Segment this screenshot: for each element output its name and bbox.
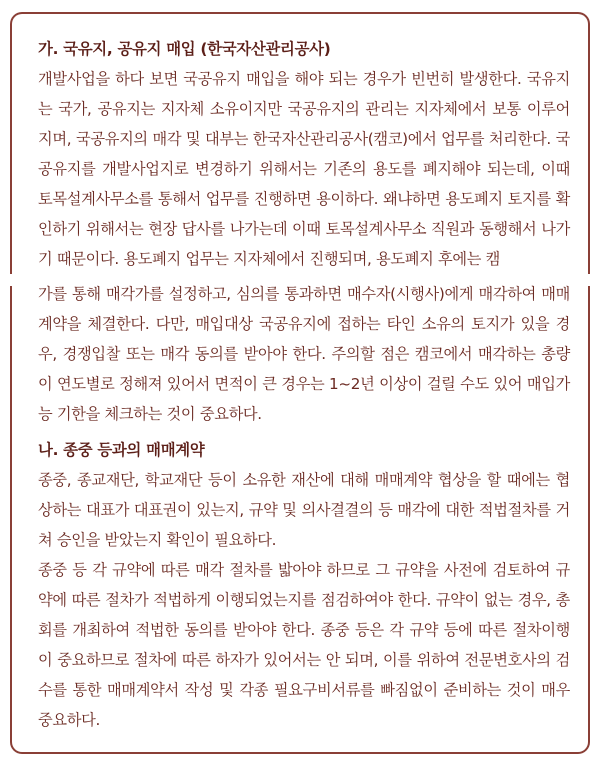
- section-b-paragraph1: 종중, 종교재단, 학교재단 등이 소유한 재산에 대해 매매계약 협상을 할 때에는 협상하는 대표가 대표권이 있는지, 규약 및 의사결결의 등 매각에 대한 적법절차를 거쳐 승인을 받았는지 확인이 필요하다.: [38, 471, 570, 549]
- section-b-paragraph2: 종중 등 각 규약에 따른 매각 절차를 밟아야 하므로 그 규약을 사전에 검토하여 규약에 따른 절차가 적법하게 이행되었는지를 점검하여야 한다. 규약이 없는 경우, 총회를 개최하여 적법한 동의를 받아야 한다. 종중 등은 각 규약 등에 따른 절차이행이 중요하므로 절차에 따른 하자가 있어서는 안 되며, 이를 위하여 전문변호사의 검수를 통한 매매계약서 작성 및 각종 필요구비서류를 빠짐없이 준비하는 것이 매우 중요하다.: [38, 561, 570, 729]
- section-a-heading: 가. 국유지, 공유지 매입 (한국자산관리공사): [38, 40, 331, 58]
- section-b-heading: 나. 종중 등과의 매매계약: [38, 441, 205, 459]
- section-a-text-part1: 개발사업을 하다 보면 국공유지 매입을 해야 되는 경우가 빈번히 발생한다. 국유지는 국가, 공유지는 지자체 소유이지만 국공유지의 관리는 지자체에서 보통 이루어지며, 국공유지의 매각 및 대부는 한국자산관리공사(캠코)에서 업무를 처리한다. 국공유지를 개발사업지로 변경하기 위해서는 기존의 용도를 폐지해야 되는데, 이때 토목설계사무소를 통해서 업무를 진행하면 용이하다. 왜냐하면 용도폐지 토지를 확인하기 위해서는 현장 답사를 나가는데 이때 토목설계사무소 직원과 동행해서 나가기 때문이다. 용도폐지 업무는 지자체에서 진행되며, 용도폐지 후에는 캠: [38, 70, 570, 268]
- section-continuation: [38, 279, 570, 735]
- section-a-part1: [38, 34, 570, 274]
- section-a-text-part2: 가를 통해 매각가를 설정하고, 심의를 통과하면 매수자(시행사)에게 매각하여 매매계약을 체결한다. 다만, 매입대상 국공유지에 접하는 타인 소유의 토지가 있을 경우, 경쟁입찰 또는 매각 동의를 받아야 한다. 주의할 점은 캠코에서 매각하는 총량이 연도별로 정해져 있어서 면적이 큰 경우는 1~2년 이상이 걸릴 수도 있어 매입가능 기한을 체크하는 것이 중요하다.: [38, 285, 570, 423]
